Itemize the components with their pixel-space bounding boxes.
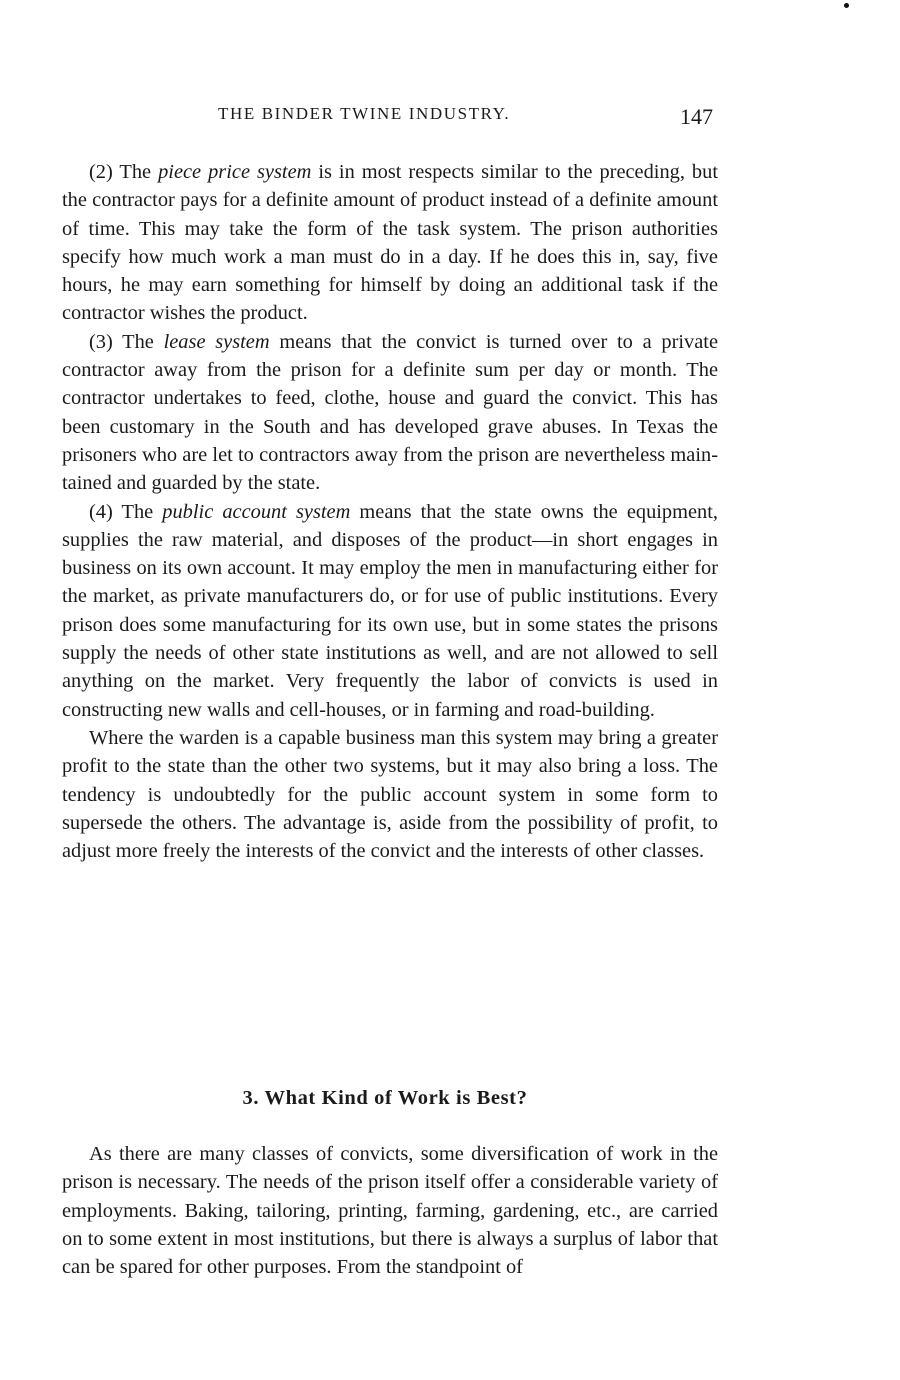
item-number: (2)	[89, 161, 113, 183]
item-number: (3)	[89, 330, 113, 353]
paragraph-piece-price: (2) The piece price system is in most respects similar to the preceding, but the contractor pays for a definite amount of product instead of a definite amount of time. This may take the form of the task system. The prison authorities specify how much work a man must do in a day. If he does this in, say, five hours, he may earn something for himself by doing an additional task if the contractor wishes the product.	[62, 161, 718, 325]
paragraph-warden: Where the warden is a capable business man this system may bring a greater profit to the state than the other two systems, but it may also bring a loss. The tendency is undoubtedly for the public account system in some form to supersede the others. The advantage is, aside from the possibility of profit, to adjust more freely the interests of the convict and the interests of other classes.	[62, 726, 718, 863]
page-number: 147	[680, 104, 713, 129]
ink-speck	[844, 3, 849, 8]
running-head: THE BINDER TWINE INDUSTRY.	[218, 104, 511, 123]
item-number: (4)	[89, 500, 113, 523]
paragraph-lease: (3) The lease system means that the convict is turned over to a private contractor away from the prison for a definite sum per day or month. The contractor undertakes to feed, clothe, house and guard the convict. This has been customary in the South and has developed grave abuses. In Texas the prisoners who are let to contractors away from the prison are nevertheless maintained and guarded by the state.	[62, 330, 718, 495]
term-lease-system: lease system	[163, 330, 270, 353]
term-public-account-system: public account system	[162, 500, 351, 523]
main-text	[62, 158, 718, 865]
paragraph-diversification: As there are many classes of convicts, some diversification of work in the prison is necessary. The needs of the prison itself offer a considerable variety of employments. Baking, tailoring, printing, farming, gardening, etc., are carried on to some extent in most institutions, but there is always a surplus of labor that can be spared for other purposes. From the standpoint of	[62, 1143, 718, 1279]
section-text	[62, 1140, 718, 1281]
section-heading: 3. What Kind of Work is Best?	[242, 1087, 528, 1109]
paragraph-public-account: (4) The public account system means that the state owns the equipment, supplies the raw material, and disposes of the product—in short engages in business on its own account. It may employ the men in manufacturing either for the market, as private manufacturers do, or for use of public institutions. Every prison does some manufacturing for its own use, but in some states the prisons supply the needs of other state institutions as well, and are not allowed to sell anything on the market. Very frequently the labor of convicts is used in constructing new walls and cell-houses, or in farming and road-building.	[62, 500, 718, 721]
term-piece-price-system: piece price system	[158, 161, 312, 183]
